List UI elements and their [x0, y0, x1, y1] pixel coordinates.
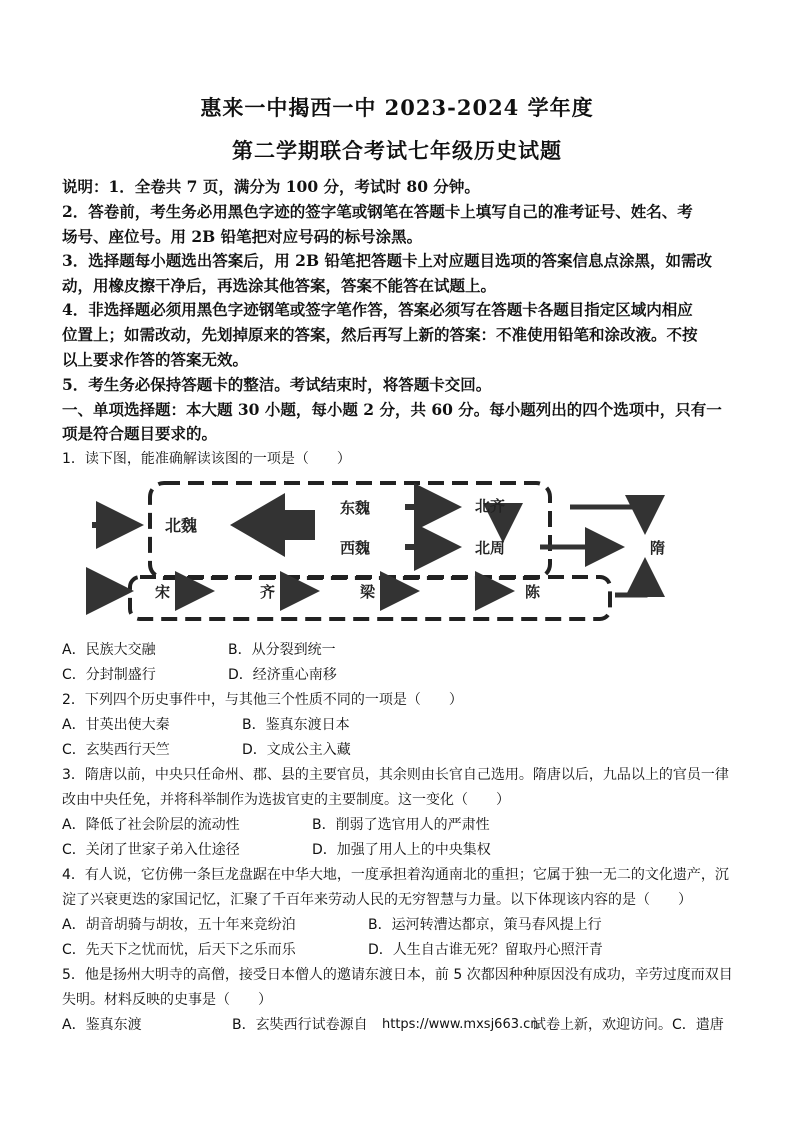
- instruction-line: 5．考生务必保持答题卡的整洁。考试结束时，将答题卡交回。: [62, 375, 492, 394]
- question-4-option-c: C．先天下之忧而忧，后天下之乐而乐: [62, 942, 296, 958]
- question-1-option-c: C．分封制盛行: [62, 667, 156, 683]
- dynasty-diagram: [70, 475, 670, 625]
- instruction-line: 2．答卷前，考生务必用黑色字迹的签字笔或钢笔在答题卡上填写自己的准考证号、姓名、考: [62, 202, 693, 221]
- instruction-line: 3．选择题每小题选出答案后，用 2B 铅笔把答题卡上对应题目选项的答案信息点涂黑，如需改: [62, 251, 712, 270]
- question-4-option-a: A．胡音胡骑与胡妆，五十年来竞纷泊: [62, 917, 296, 933]
- question-5-stem: 5．他是扬州大明寺的高僧，接受日本僧人的邀请东渡日本，前 5 次都因种种原因没有成功，辛劳过度而双目: [62, 967, 733, 983]
- label-liang: 梁: [360, 583, 376, 601]
- label-song: 宋: [155, 583, 171, 601]
- section-header: 项是符合题目要求的。: [62, 424, 218, 443]
- instruction-line: 动，用橡皮擦干净后，再选涂其他答案，答案不能答在试题上。: [62, 276, 497, 295]
- section-header: 一、单项选择题：本大题 30 小题，每小题 2 分，共 60 分。每小题列出的四个选项中，只有一: [62, 400, 722, 419]
- instruction-line: 场号、座位号。用 2B 铅笔把对应号码的标号涂黑。: [62, 227, 423, 246]
- label-beiwei: 北魏: [165, 516, 198, 535]
- label-sui: 隋: [650, 539, 666, 557]
- source-url-link[interactable]: https://www.mxsj663.cn: [382, 1017, 539, 1032]
- question-5-option-a: A．鉴真东渡: [62, 1017, 142, 1033]
- question-5-stem: 失明。材料反映的史事是（ ）: [62, 992, 272, 1008]
- instruction-line: 4．非选择题必须用黑色字迹钢笔或签字笔作答，答案必须写在答题卡各题目指定区域内相应: [62, 300, 693, 319]
- question-4-option-d: D．人生自古谁无死？留取丹心照汗青: [368, 942, 603, 958]
- arrow: [615, 567, 645, 595]
- question-1-option-a: A．民族大交融: [62, 642, 156, 658]
- exam-title-line1: 惠来一中揭西一中 2023-2024 学年度: [200, 95, 594, 120]
- question-2-option-b: B．鉴真东渡日本: [242, 717, 350, 733]
- label-dongwei: 东魏: [340, 499, 371, 517]
- question-1-option-d: D．经济重心南移: [228, 667, 337, 683]
- question-4-option-b: B．运河转漕达都京，策马春风提上行: [368, 917, 602, 933]
- question-3-option-d: D．加强了用人上的中央集权: [312, 842, 491, 858]
- question-3-stem: 3．隋唐以前，中央只任命州、郡、县的主要官员，其余则由长官自己选用。隋唐以后，九品以上的官员一律: [62, 767, 729, 783]
- question-3-option-c: C．关闭了世家子弟入仕途径: [62, 842, 240, 858]
- exam-title-line2: 第二学期联合考试七年级历史试题: [232, 138, 562, 163]
- question-2-stem: 2．下列四个历史事件中，与其他三个性质不同的一项是（ ）: [62, 692, 463, 708]
- label-beizhou: 北周: [475, 539, 506, 557]
- question-3-option-a: A．降低了社会阶层的流动性: [62, 817, 240, 833]
- question-5-option-b: B．玄奘西行试卷源自: [232, 1017, 368, 1033]
- question-5-option-c: 试卷上新，欢迎访问。C．遣唐: [532, 1017, 724, 1033]
- instruction-line: 位置上；如需改动，先划掉原来的答案，然后再写上新的答案：不准使用铅笔和涂改液。不按: [62, 325, 698, 344]
- question-1-stem: 1．读下图，能准确解读该图的一项是（ ）: [62, 451, 351, 467]
- label-qi: 齐: [260, 583, 276, 601]
- question-1-option-b: B．从分裂到统一: [228, 642, 336, 658]
- label-chen: 陈: [525, 583, 541, 601]
- label-xiwei: 西魏: [340, 539, 371, 557]
- question-3-option-b: B．削弱了选官用人的严肃性: [312, 817, 490, 833]
- split-arrow-shape: [230, 493, 315, 557]
- instruction-line: 说明：1．全卷共 7 页，满分为 100 分，考试时 80 分钟。: [62, 177, 480, 196]
- question-4-stem: 淀了兴衰更迭的家国记忆，汇聚了千百年来劳动人民的无穷智慧与力量。以下体现该内容的是（ ）: [62, 892, 692, 908]
- instruction-line: 以上要求作答的答案无效。: [62, 350, 249, 369]
- label-beiqi: 北齐: [475, 497, 506, 515]
- arrow: [570, 507, 645, 525]
- question-2-option-d: D．文成公主入藏: [242, 742, 351, 758]
- question-4-stem: 4．有人说，它仿佛一条巨龙盘踞在中华大地，一度承担着沟通南北的重担；它属于独一无二的文化遗产，沉: [62, 867, 729, 883]
- question-3-stem: 改由中央任免，并将科举制作为选拔官吏的主要制度。这一变化（ ）: [62, 792, 510, 808]
- question-2-option-c: C．玄奘西行天竺: [62, 742, 170, 758]
- question-2-option-a: A．甘英出使大秦: [62, 717, 170, 733]
